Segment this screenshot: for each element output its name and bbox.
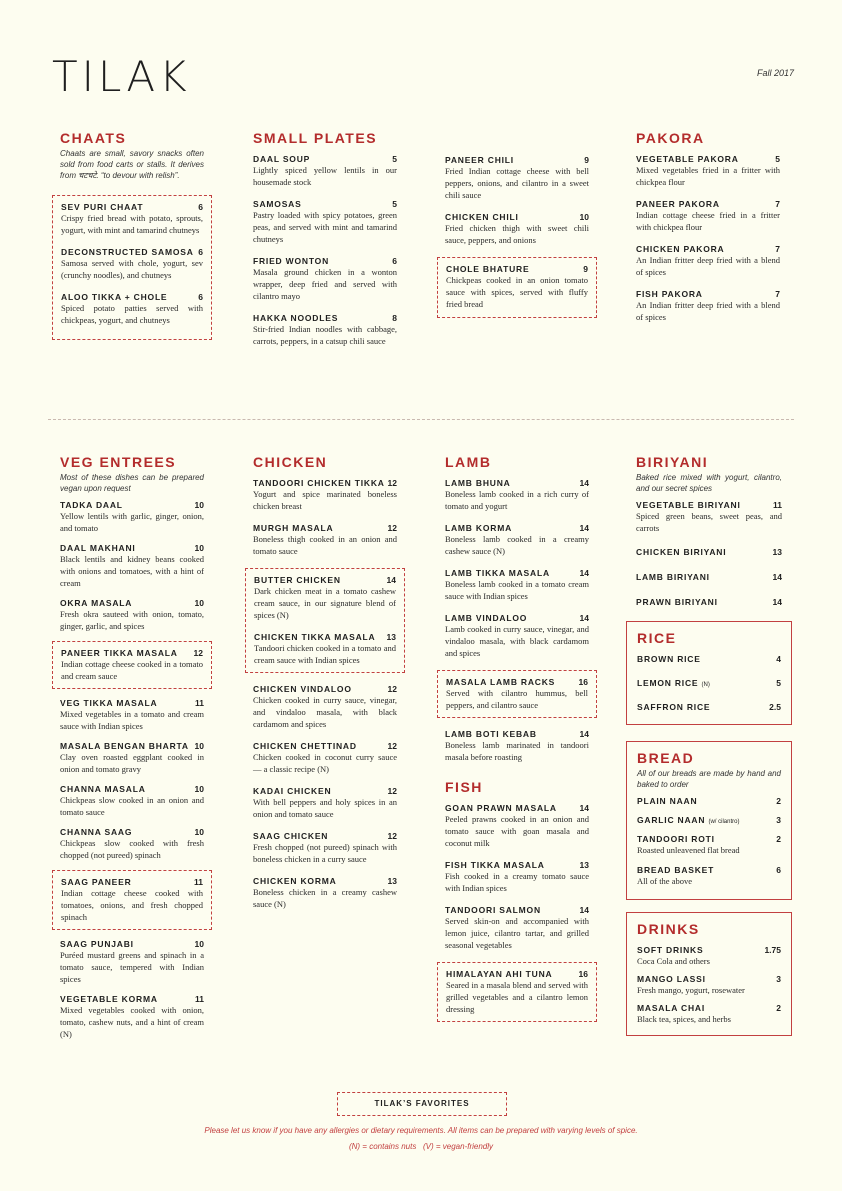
item-name: CHANNA MASALA [60,784,146,794]
item-name: CHICKEN KORMA [253,876,337,886]
menu-item [637,796,781,806]
item-name: BUTTER CHICKEN [254,575,341,585]
menu-item [637,834,781,856]
menu-item [445,568,589,602]
favorites-box [437,257,597,318]
item-description: Chicken cooked in curry sauce, vinegar, and vindaloo masala, with black cardamom and spices [253,695,397,729]
item-note: (w/ cilantro) [708,819,740,825]
item-price: 5 [775,154,780,164]
item-description: Spiced green beans, sweet peas, and carrots [636,511,782,533]
item-name [637,702,710,712]
menu-item [637,945,781,967]
item-name: CHICKEN PAKORA [636,244,725,254]
favorites-legend: TILAK’S FAVORITES [337,1092,507,1116]
item-description: Fish cooked in a creamy tomato sauce with Indian spices [445,871,589,893]
item-description: Stir-fried Indian noodles with cabbage, carrots, peppers, in a catsup chili sauce [253,324,397,346]
item-name: MURGH MASALA [253,523,334,533]
item-price: 14 [579,905,589,915]
item-description: Served skin-on and accompanied with lemon juice, cilantro tartar, and grilled seasonal vegetables [445,916,589,950]
item-price: 12 [387,831,397,841]
item-description: Indian cottage cheese fried in a fritter with chickpea flour [636,210,780,232]
menu-item [253,741,397,775]
section-bread [626,741,792,900]
menu-item [636,289,780,323]
menu-item [445,613,589,659]
item-name [637,815,739,825]
favorites-box [437,962,597,1022]
item-description: With bell peppers and holy spices in an onion and tomato sauce [253,797,397,819]
item-description: Boneless lamb marinated in tandoori masala before roasting [445,740,589,762]
menu-item [254,632,396,666]
section-lamb [445,454,589,1033]
item-name: SOFT DRINKS [637,945,704,955]
item-name: SAAG PANEER [61,877,132,887]
item-description: Indian cottage cheese cooked with tomatoes, onions, and fresh chopped spinach [61,888,203,922]
menu-item [636,597,782,607]
item-name: TANDOORI CHICKEN TIKKA [253,478,385,488]
menu-item [253,831,397,865]
item-price: 14 [579,478,589,488]
item-name: PLAIN NAAN [637,796,698,806]
item-description: Chickpeas cooked in an onion tomato sauce with spices, served with fluffy fried bread [446,275,588,309]
menu-item [636,500,782,534]
menu-item [637,678,781,688]
menu-item [253,876,397,910]
item-price: 5 [776,678,781,688]
section-title: LAMB [445,454,492,470]
item-description: All of the above [637,876,692,886]
menu-item [445,803,589,849]
item-name: ALOO TIKKA + CHOLE [61,292,168,302]
section-description: Most of these dishes can be prepared vegan upon request [60,473,204,493]
item-name: CHICKEN VINDALOO [253,684,352,694]
item-price: 13 [387,876,397,886]
menu-item [636,199,780,233]
nuts-note: (N) [701,682,710,688]
menu-item [637,1003,781,1025]
menu-item [637,865,781,887]
item-price: 14 [579,803,589,813]
item-name: BREAD BASKET [637,865,715,875]
menu-item [60,698,204,732]
section-veg-entrees [60,454,204,1049]
season-label: Fall 2017 [756,68,794,78]
item-name: FISH TIKKA MASALA [445,860,545,870]
menu-item [253,199,397,245]
item-description: Spiced potato patties served with chickpeas, yogurt, and chutneys [61,303,203,325]
item-price: 7 [775,199,780,209]
item-name: PANEER CHILI [445,155,514,165]
item-name: CHOLE BHATURE [446,264,530,274]
section-title: FISH [445,779,483,795]
item-price: 7 [775,244,780,254]
allergy-note: Please let us know if you have any allergies or dietary requirements. All items can be prepared with varying levels of spice. [204,1126,638,1135]
item-price: 14 [579,523,589,533]
favorites-box [52,195,212,340]
item-name-text: LEMON RICE [637,678,699,688]
menu-item [636,547,782,557]
item-name: CHICKEN BIRIYANI [636,547,727,557]
section-title: CHAATS [60,130,127,146]
item-description: Fried Indian cottage cheese with bell peppers, onions, and cilantro in a sweet chili sauce [445,166,589,200]
menu-item [60,784,204,818]
menu-item [637,654,781,664]
item-name: CHANNA SAAG [60,827,133,837]
menu-item [60,827,204,861]
item-name: GOAN PRAWN MASALA [445,803,557,813]
menu-item [445,523,589,557]
item-name: CHICKEN TIKKA MASALA [254,632,376,642]
menu-item [637,815,781,825]
item-description: Yellow lentils with garlic, ginger, onion, and tomato [60,511,204,533]
item-name-text: GARLIC NAAN [637,815,706,825]
menu-item [253,478,397,512]
menu-item [60,500,204,534]
dietary-legend: (N) = contains nuts (V) = vegan-friendly [348,1142,494,1151]
item-description: Fresh chopped (not pureed) spinach with boneless chicken in a curry sauce [253,842,397,864]
item-name: CHICKEN CHILI [445,212,519,222]
item-description: Peeled prawns cooked in an onion and tomato sauce with goan masala and coconut milk [445,814,589,848]
item-price: 10 [194,500,204,510]
item-description: Mixed vegetables fried in a fritter with chickpea flour [636,165,780,187]
menu-item [61,648,203,682]
item-description: Chicken cooked in coconut curry sauce — a classic recipe (N) [253,752,397,774]
menu-item [61,292,203,326]
item-name: LAMB VINDALOO [445,613,528,623]
section-chaats [60,130,204,351]
section-title: PAKORA [636,130,705,146]
menu-item [636,572,782,582]
item-price: 12 [193,648,203,658]
item-price: 13 [386,632,396,642]
item-description: Dark chicken meat in a tomato cashew cream sauce, in our signature blend of spices (N) [254,586,396,620]
item-price: 5 [392,154,397,164]
item-name: FISH PAKORA [636,289,703,299]
menu-item [253,256,397,302]
item-name: TANDOORI ROTI [637,834,715,844]
section-title: BREAD [637,750,695,766]
item-price: 14 [579,568,589,578]
item-name: LAMB TIKKA MASALA [445,568,550,578]
item-price: 2 [776,796,781,806]
item-price: 9 [584,155,589,165]
section-chicken [253,454,397,921]
item-name: DAAL MAKHANI [60,543,136,553]
menu-item [60,598,204,632]
item-description: Masala ground chicken in a wonton wrapper, deep fried and served with cilantro mayo [253,267,397,301]
menu-item [60,741,204,775]
section-pakora [636,130,780,334]
item-price: 10 [194,939,204,949]
item-name: VEGETABLE KORMA [60,994,158,1004]
item-price: 14 [579,613,589,623]
section-small-plates [253,130,397,358]
item-price: 10 [194,543,204,553]
menu-item [61,877,203,923]
menu-item [636,244,780,278]
item-price: 11 [195,994,204,1004]
section-divider [48,419,794,420]
item-name-text: SAFFRON RICE [637,702,711,712]
item-name: SAAG PUNJABI [60,939,134,949]
menu-item [637,974,781,996]
item-description: Indian cottage cheese cooked in a tomato and cream sauce [61,659,203,681]
item-price: 16 [578,969,588,979]
section-title: BIRIYANI [636,454,709,470]
section-description: Chaats are small, savory snacks often sold from food carts or stalls. It derives from चटचटे. “to devour with relish”. [60,149,204,180]
item-price: 9 [583,264,588,274]
section-title: VEG ENTREES [60,454,177,470]
item-description: Served with cilantro hummus, bell peppers, and cilantro sauce [446,688,588,710]
item-price: 13 [772,547,782,557]
item-description: Seared in a masala blend and served with grilled vegetables and a cilantro lemon dressing [446,980,588,1014]
item-price: 3 [776,815,781,825]
menu-item [445,860,589,894]
item-name: MANGO LASSI [637,974,706,984]
menu-item [446,969,588,1015]
item-description: Crispy fried bread with potato, sprouts, yogurt, with mint and tamarind chutneys [61,213,203,235]
item-description: Black tea, spices, and herbs [637,1014,731,1024]
menu-item [445,478,589,512]
item-price: 4 [776,654,781,664]
item-price: 14 [579,729,589,739]
item-name: VEGETABLE PAKORA [636,154,739,164]
item-description: Fresh okra sauteed with onion, tomato, ginger, garlic, and spices [60,609,204,631]
item-name: LAMB BOTI KEBAB [445,729,537,739]
menu-item [445,729,589,763]
item-name: OKRA MASALA [60,598,133,608]
item-name: LAMB BIRIYANI [636,572,710,582]
item-name: PANEER PAKORA [636,199,720,209]
item-price: 11 [195,698,204,708]
section-rice [626,621,792,725]
item-name-text: BROWN RICE [637,654,701,664]
item-name: DAAL SOUP [253,154,311,164]
favorites-box [52,870,212,930]
item-price: 6 [198,292,203,302]
item-name: VEGETABLE BIRIYANI [636,500,741,510]
item-description: Fresh mango, yogurt, rosewater [637,985,745,995]
item-description: An Indian fritter deep fried with a blend of spices [636,255,780,277]
item-name: FRIED WONTON [253,256,330,266]
item-description: Boneless lamb cooked in a rich curry of tomato and yogurt [445,489,589,511]
item-description: Boneless thigh cooked in an onion and tomato sauce [253,534,397,556]
item-price: 5 [392,199,397,209]
item-name: LAMB BHUNA [445,478,511,488]
menu-item [254,575,396,621]
item-price: 14 [772,572,782,582]
menu-item [446,677,588,711]
section-title: SMALL PLATES [253,130,378,146]
item-price: 6 [776,865,781,875]
menu-item [446,264,588,310]
item-description: Coca Cola and others [637,956,710,966]
item-name: MASALA CHAI [637,1003,705,1013]
menu-item [253,684,397,730]
item-description: Mixed vegetables in a tomato and cream sauce with Indian spices [60,709,204,731]
menu-item [445,212,589,246]
item-name: TADKA DAAL [60,500,123,510]
item-price: 12 [387,786,397,796]
favorites-box [245,568,405,673]
menu-item [253,154,397,188]
item-name: DECONSTRUCTED SAMOSA [61,247,194,257]
item-price: 12 [387,478,397,488]
item-description: Fried chicken thigh with sweet chili sauce, peppers, and onions [445,223,589,245]
section-drinks [626,912,792,1036]
item-price: 14 [772,597,782,607]
item-price: 13 [579,860,589,870]
menu-item [445,905,589,951]
item-price: 6 [198,202,203,212]
item-price: 1.75 [764,945,781,955]
item-price: 10 [194,827,204,837]
favorites-box [52,641,212,689]
item-description: Tandoori chicken cooked in a tomato and cream sauce with Indian spices [254,643,396,665]
item-name: HAKKA NOODLES [253,313,339,323]
item-price: 11 [194,877,203,887]
item-name: SAMOSAS [253,199,302,209]
item-name [637,654,701,664]
item-price: 16 [578,677,588,687]
section-title: RICE [637,630,677,646]
item-name: MASALA BENGAN BHARTA [60,741,189,751]
menu-item [253,313,397,347]
item-description: Roasted unleavened flat bread [637,845,740,855]
section-description: Baked rice mixed with yogurt, cilantro, and our secret spices [636,473,782,493]
menu-item [61,247,203,281]
item-price: 3 [776,974,781,984]
item-name: MASALA LAMB RACKS [446,677,556,687]
item-name: PRAWN BIRIYANI [636,597,718,607]
item-price: 12 [387,741,397,751]
item-name: VEG TIKKA MASALA [60,698,158,708]
menu-item [61,202,203,236]
menu-item [60,543,204,589]
item-description: Chickpeas slow cooked with fresh chopped (not pureed) spinach [60,838,204,860]
restaurant-title: TILAK [52,52,191,101]
item-name: KADAI CHICKEN [253,786,332,796]
item-description: Lamb cooked in curry sauce, vinegar, and vindaloo masala, with black cardamom and spices [445,624,589,658]
item-price: 10 [194,598,204,608]
item-description: Chickpeas slow cooked in an onion and tomato sauce [60,795,204,817]
section-title: CHICKEN [253,454,328,470]
menu-item [60,994,204,1040]
item-price: 2.5 [769,702,781,712]
item-description: Boneless lamb cooked in a tomato cream sauce with Indian spices [445,579,589,601]
item-description: Black lentils and kidney beans cooked with onions and tomatoes, with a hint of cream [60,554,204,588]
item-price: 6 [198,247,203,257]
item-price: 14 [386,575,396,585]
menu-item [60,939,204,985]
item-description: An Indian fritter deep fried with a blend of spices [636,300,780,322]
item-price: 10 [194,741,204,751]
item-name: CHICKEN CHETTINAD [253,741,357,751]
item-name: SEV PURI CHAAT [61,202,144,212]
item-price: 7 [775,289,780,299]
item-description: Yogurt and spice marinated boneless chicken breast [253,489,397,511]
item-description: Pastry loaded with spicy potatoes, green peas, and served with mint and tamarind chutneys [253,210,397,244]
section-biriyani [636,454,782,1046]
item-price: 11 [773,500,782,510]
item-name: HIMALAYAN AHI TUNA [446,969,553,979]
section-title: DRINKS [637,921,700,937]
item-description: Samosa served with chole, yogurt, sev (crunchy noodles), and chutneys [61,258,203,280]
item-name: TANDOORI SALMON [445,905,541,915]
item-price: 2 [776,1003,781,1013]
item-price: 10 [194,784,204,794]
menu-item [253,786,397,820]
item-description: Mixed vegetables cooked with onion, tomato, cashew nuts, and a hint of cream (N) [60,1005,204,1039]
item-price: 12 [387,684,397,694]
item-price: 10 [579,212,589,222]
item-description: Boneless chicken in a creamy cashew sauce (N) [253,887,397,909]
section-description: All of our breads are made by hand and baked to order [637,769,781,789]
item-price: 2 [776,834,781,844]
item-name: PANEER TIKKA MASALA [61,648,178,658]
menu-item [445,155,589,201]
item-price: 12 [387,523,397,533]
item-name: SAAG CHICKEN [253,831,329,841]
item-description: Puréed mustard greens and spinach in a tomato sauce, tempered with Indian spices [60,950,204,984]
item-name [637,678,710,688]
item-description: Clay oven roasted eggplant cooked in onion and tomato gravy [60,752,204,774]
section-fish [445,779,589,1022]
item-price: 6 [392,256,397,266]
item-description: Lightly spiced yellow lentils in our housemade stock [253,165,397,187]
favorites-box [437,670,597,718]
menu-item [637,702,781,712]
section-small-plates-continued [445,155,589,329]
menu-item [253,523,397,557]
item-description: Boneless lamb cooked in a creamy cashew sauce (N) [445,534,589,556]
item-price: 8 [392,313,397,323]
menu-item [636,154,780,188]
item-name: LAMB KORMA [445,523,513,533]
